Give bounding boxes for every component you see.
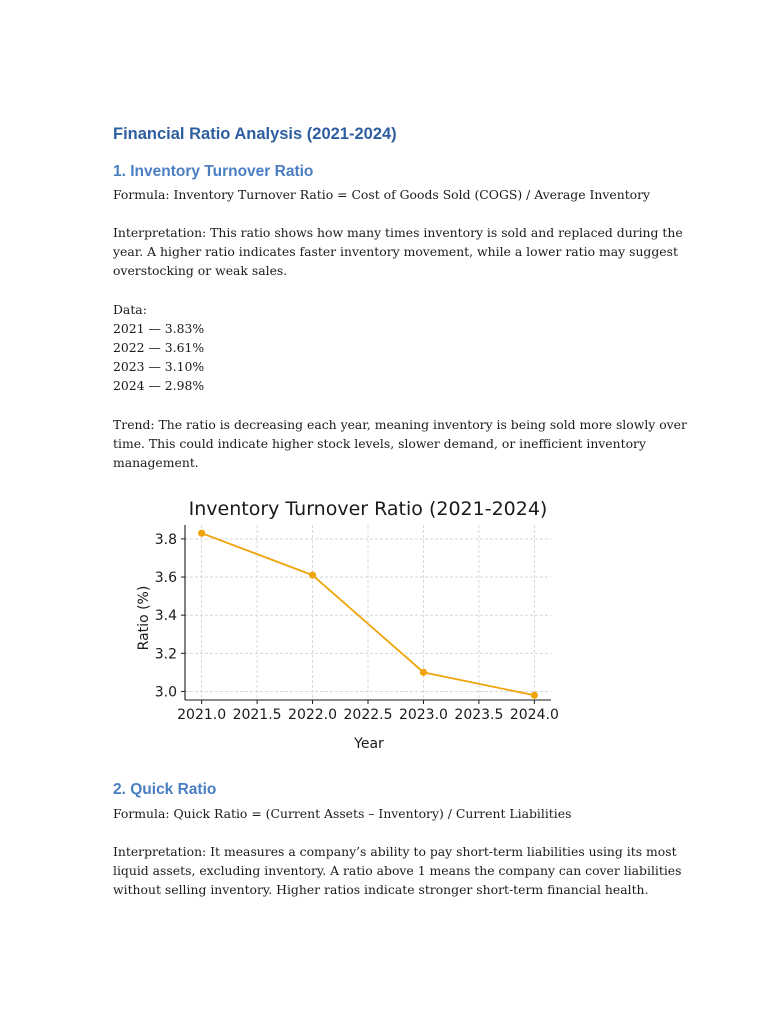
x-tick-label: 2021.5: [232, 707, 282, 723]
formula-text: Formula: Quick Ratio = (Current Assets – Inventory) / Current Liabilities: [113, 806, 572, 821]
formula-text: Formula: Inventory Turnover Ratio = Cost of Goods Sold (COGS) / Average Inventory: [113, 187, 651, 202]
data-label: Data:: [113, 302, 147, 317]
trend-line: Trend: The ratio is decreasing each year, meaning inventory is being sold more slowly over: [113, 417, 687, 432]
formula-inventory-turnover: [113, 185, 658, 204]
data-point: [531, 692, 538, 699]
data-list-inventory-turnover: [113, 300, 658, 395]
interpretation-quick-ratio: [113, 842, 682, 899]
data-line: 2024 — 2.98%: [113, 378, 205, 393]
y-tick-label: 3.2: [154, 646, 177, 663]
trend-inventory-turnover: [113, 415, 687, 472]
x-axis-label: Year: [354, 736, 384, 752]
interpretation-line: without selling inventory. Higher ratios indicate stronger short-term financial health.: [113, 882, 649, 897]
interpretation-line: overstocking or weak sales.: [113, 263, 288, 278]
section-heading-inventory-turnover: 1. Inventory Turnover Ratio: [113, 163, 314, 180]
x-tick-label: 2022.0: [288, 707, 338, 723]
y-tick-label: 3.8: [154, 531, 177, 548]
y-tick-label: 3.6: [154, 570, 177, 587]
interpretation-line: Interpretation: It measures a company’s ability to pay short-term liabilities using its most: [113, 844, 677, 859]
interpretation-line: year. A higher ratio indicates faster inventory movement, while a lower ratio may suggest: [113, 244, 678, 259]
chart-series: [198, 530, 538, 699]
chart-title: Inventory Turnover Ratio (2021-2024): [188, 498, 548, 520]
x-tick-label: 2022.5: [343, 707, 393, 723]
x-tick-label: 2024.0: [509, 707, 559, 723]
data-line: 2021 — 3.83%: [113, 321, 205, 336]
trend-line: management.: [113, 455, 199, 470]
data-point: [420, 669, 427, 676]
data-line: 2022 — 3.61%: [113, 340, 205, 355]
x-tick-label: 2023.5: [454, 707, 504, 723]
interpretation-line: Interpretation: This ratio shows how many times inventory is sold and replaced during the: [113, 225, 683, 240]
formula-quick-ratio: [113, 804, 658, 823]
chart-grid: [185, 525, 551, 700]
chart-ticks: [155, 532, 559, 723]
section-heading-quick-ratio: 2. Quick Ratio: [113, 781, 217, 798]
trend-line: time. This could indicate higher stock levels, slower demand, or inefficient inventory: [113, 436, 646, 451]
data-line: 2023 — 3.10%: [113, 359, 205, 374]
interpretation-inventory-turnover: [113, 223, 683, 280]
y-axis-label: Ratio (%): [136, 585, 152, 651]
data-point: [198, 530, 205, 537]
data-point: [309, 572, 316, 579]
x-tick-label: 2021.0: [177, 707, 227, 723]
y-tick-label: 3.4: [154, 608, 177, 625]
interpretation-line: liquid assets, excluding inventory. A ratio above 1 means the company can cover liabilities: [113, 863, 682, 878]
y-tick-label: 3.0: [154, 684, 177, 701]
chart-svg: [128, 488, 568, 758]
inventory-turnover-chart: [128, 488, 568, 758]
x-tick-label: 2023.0: [398, 707, 448, 723]
document-title: Financial Ratio Analysis (2021-2024): [113, 125, 397, 143]
